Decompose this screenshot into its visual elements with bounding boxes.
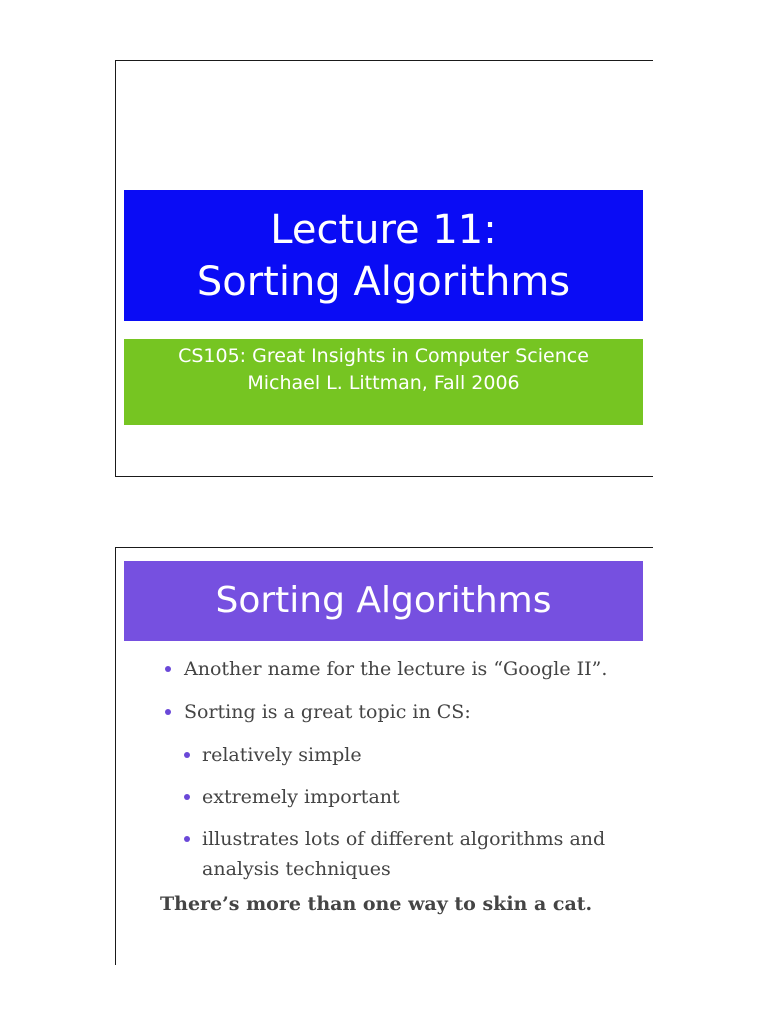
- subtitle-line-1: CS105: Great Insights in Computer Science: [178, 345, 589, 367]
- slide-1: [115, 60, 653, 477]
- title-line-2: Sorting Algorithms: [196, 258, 571, 305]
- bullet-dot-icon: [165, 709, 171, 715]
- sub-bullet-item: extremely important: [202, 786, 400, 808]
- sub-bullet-item: illustrates lots of different algorithms and: [202, 828, 606, 850]
- subtitle-box: [124, 339, 643, 425]
- slide-2: [115, 547, 653, 965]
- slide-header: Sorting Algorithms: [124, 561, 643, 641]
- bullet-item: Another name for the lecture is “Google II”.: [184, 658, 608, 680]
- title-line-1: Lecture 11:: [270, 206, 497, 253]
- bullet-dot-icon: [165, 666, 171, 672]
- closing-statement: There’s more than one way to skin a cat.: [160, 893, 593, 915]
- sub-bullet-dot-icon: [184, 794, 190, 800]
- sub-bullet-item-continued: analysis techniques: [202, 858, 391, 880]
- subtitle-line-2: Michael L. Littman, Fall 2006: [247, 372, 520, 394]
- title-box: [124, 190, 643, 321]
- sub-bullet-dot-icon: [184, 836, 190, 842]
- bullet-item: Sorting is a great topic in CS:: [184, 701, 471, 723]
- sub-bullet-item: relatively simple: [202, 744, 362, 766]
- sub-bullet-dot-icon: [184, 752, 190, 758]
